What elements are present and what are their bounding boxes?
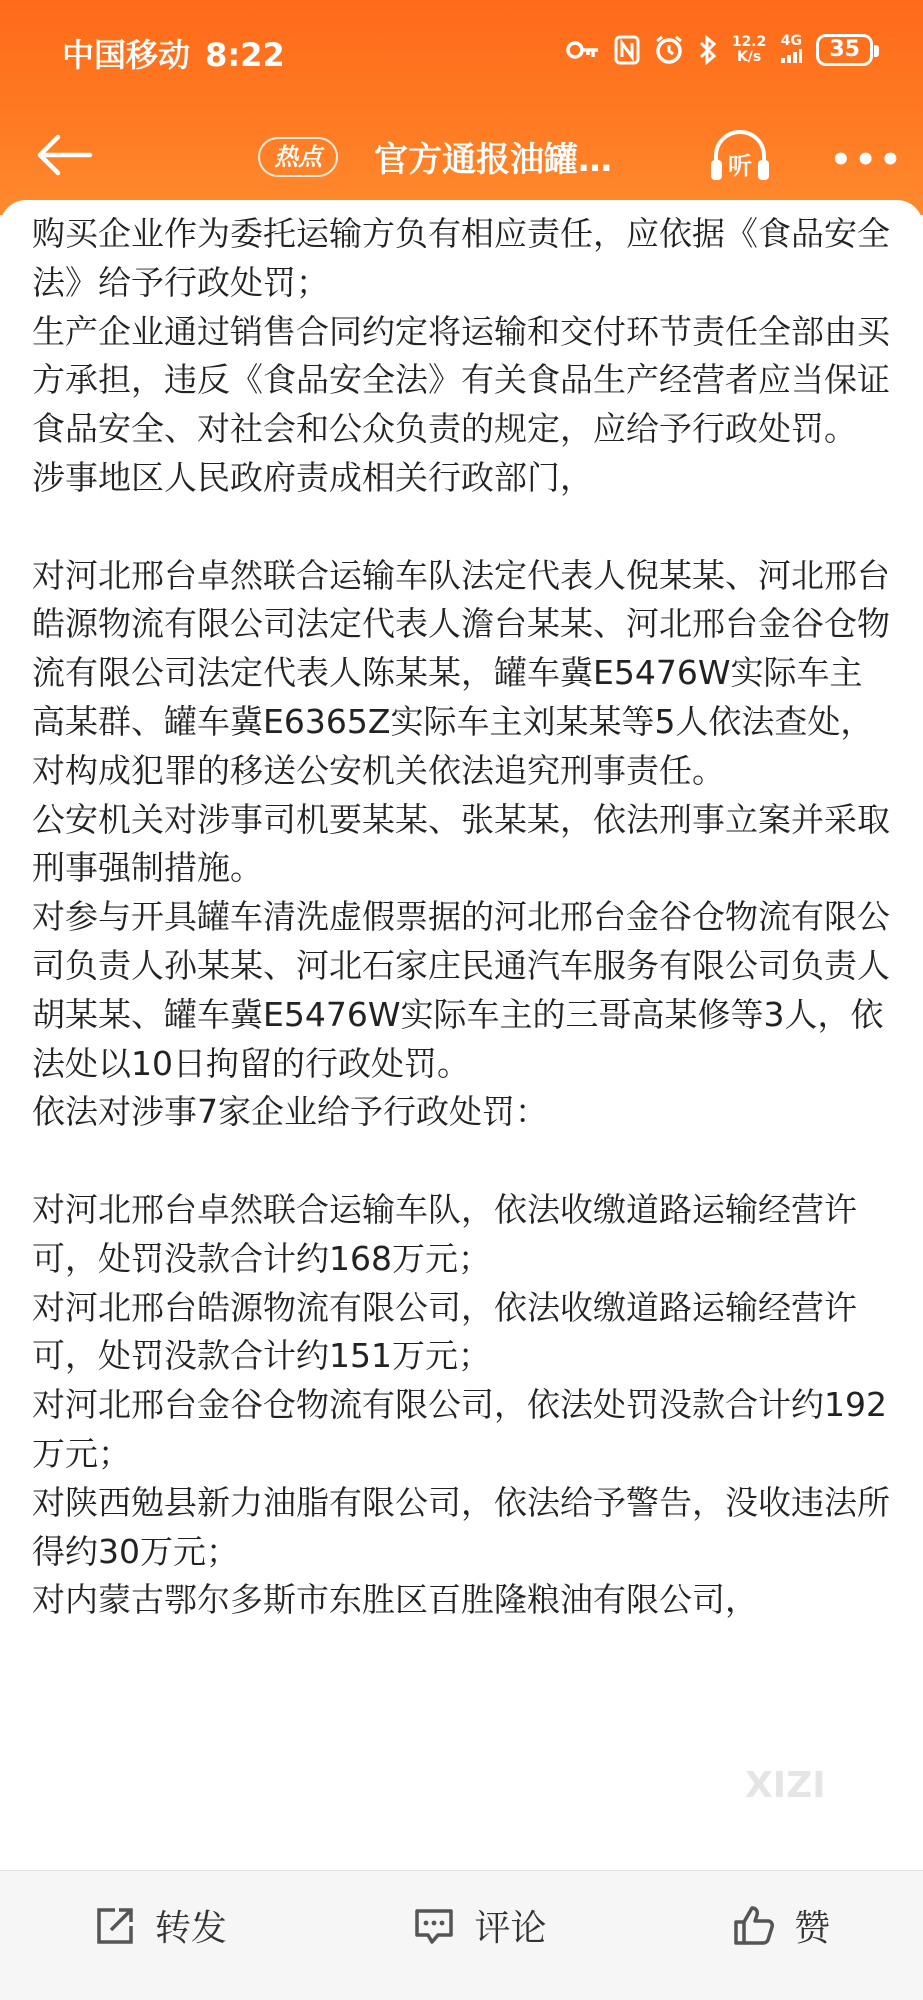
article-paragraph: 生产企业通过销售合同约定将运输和交付环节责任全部由买方承担，违反《食品安全法》有关食品生产经营者应当保证食品安全、对社会和公众负责的规定，应给予行政处罚。 [32, 311, 890, 449]
nav-bar [0, 110, 923, 200]
article-paragraph: 对参与开具罐车清洗虚假票据的河北邢台金谷仓物流有限公司负责人孙某某、河北石家庄民通汽车服务有限公司负责人胡某某、罐车冀E5476W实际车主的三哥高某修等3人，依法处以10日拘留的行政处罚。 [32, 897, 890, 1083]
signal-type: 4G [780, 32, 802, 49]
alarm-icon [654, 35, 684, 65]
status-carrier-time [62, 30, 285, 76]
article-paragraph [32, 503, 894, 552]
article-paragraph: 对内蒙古鄂尔多斯市东胜区百胜隆粮油有限公司， [32, 1580, 758, 1620]
status-icons [566, 30, 873, 70]
article-paragraph: 购买企业作为委托运输方负有相应责任，应依据《食品安全法》给予行政处罚； [32, 214, 890, 302]
status-bar [0, 0, 923, 100]
hot-badge: 热点 [258, 137, 338, 177]
network-speed-unit: K/s [736, 49, 762, 65]
nfc-icon [614, 35, 640, 65]
article-content [0, 200, 923, 1870]
key-icon [566, 39, 600, 61]
bottom-action-bar [0, 1870, 923, 2000]
comment-label: 评论 [474, 1908, 547, 1949]
article-body [32, 210, 894, 1625]
article-paragraph: 依法对涉事7家企业给予行政处罚： [32, 1092, 548, 1132]
article-paragraph: 对陕西勉县新力油脂有限公司，依法给予警告，没收违法所得约30万元； [32, 1482, 890, 1571]
comment-button[interactable] [412, 1900, 546, 1951]
network-speed-value: 12.2 [731, 34, 767, 50]
more-options-icon[interactable]: ••• [830, 140, 905, 180]
back-arrow-icon[interactable] [34, 132, 94, 178]
thumbs-up-icon [732, 1904, 776, 1948]
comment-icon [412, 1904, 456, 1948]
listen-label: 听 [728, 152, 752, 180]
like-label: 赞 [794, 1908, 831, 1949]
article-paragraph: 对河北邢台皓源物流有限公司，依法收缴道路运输经营许可，处罚没款合计约151万元； [32, 1287, 857, 1376]
clock: 8:22 [205, 36, 285, 74]
like-button[interactable] [732, 1900, 830, 1951]
network-speed [732, 35, 767, 65]
battery-indicator: 35 [816, 34, 873, 66]
signal-indicator [780, 34, 802, 67]
watermark: XIZI [745, 1765, 826, 1806]
article-paragraph: 对河北邢台金谷仓物流有限公司，依法处罚没款合计约192万元； [32, 1385, 887, 1473]
article-paragraph: 涉事地区人民政府责成相关行政部门， [32, 457, 593, 497]
article-paragraph: 对河北邢台卓然联合运输车队，依法收缴道路运输经营许可，处罚没款合计约168万元； [32, 1189, 857, 1278]
article-paragraph [32, 1137, 894, 1186]
signal-bars-icon [780, 49, 802, 63]
carrier-name: 中国移动 [62, 36, 191, 74]
headphones-listen-icon[interactable] [708, 126, 772, 188]
bluetooth-icon [698, 35, 718, 65]
share-icon [93, 1904, 137, 1948]
share-button[interactable] [93, 1900, 227, 1951]
article-paragraph: 公安机关对涉事司机要某某、张某某，依法刑事立案并采取刑事强制措施。 [32, 799, 890, 888]
article-paragraph: 对河北邢台卓然联合运输车队法定代表人倪某某、河北邢台皓源物流有限公司法定代表人澹台某某、河北邢台金谷仓物流有限公司法定代表人陈某某，罐车冀E5476W实际车主高某群、罐车冀E6365Z实际车主刘某某等5人依法查处，对构成犯罪的移送公安机关依法追究刑事责任。 [32, 555, 890, 790]
article-title: 官方通报油罐… [374, 140, 612, 180]
share-label: 转发 [154, 1908, 227, 1949]
